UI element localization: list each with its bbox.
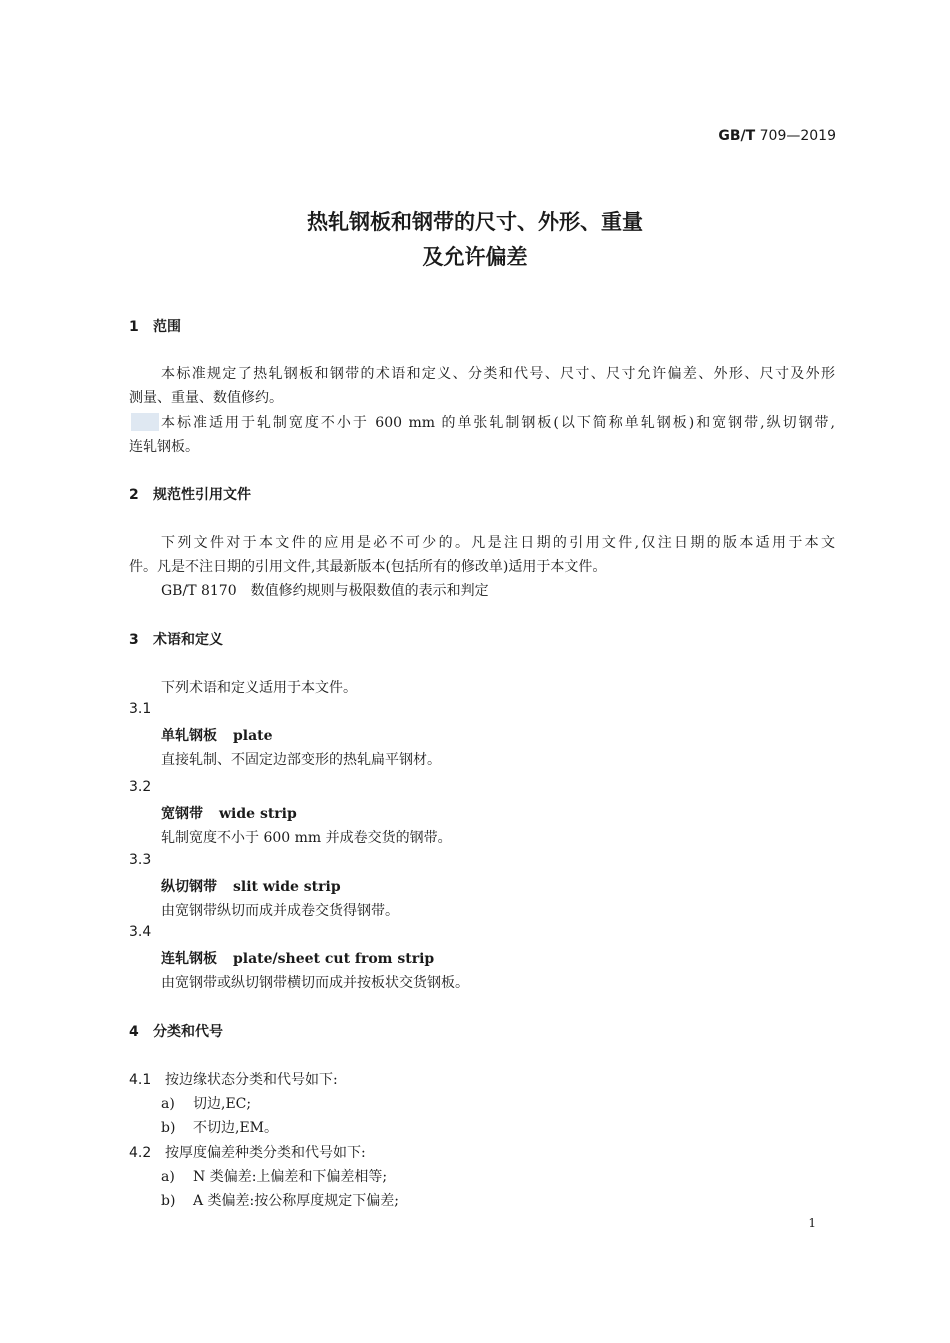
list-text: N 类偏差:上偏差和下偏差相等; — [193, 1169, 388, 1185]
section-1-para-2-line-1: 本标准适用于轧制宽度不小于 600 mm 的单张轧制钢板(以下简称单轧钢板)和宽钢带,纵切钢带, — [161, 415, 835, 431]
clause-text: 按边缘状态分类和代号如下: — [165, 1072, 338, 1088]
section-1-para-2-line-2: 连轧钢板。 — [129, 439, 199, 455]
document-title-line2: 及允许偏差 — [422, 245, 528, 269]
term-definition: 轧制宽度不小于 600 mm 并成卷交货的钢带。 — [161, 830, 452, 846]
section-title: 范围 — [153, 319, 181, 335]
list-text: 切边,EC; — [193, 1096, 252, 1112]
list-item — [161, 1093, 251, 1113]
list-text: 不切边,EM。 — [193, 1120, 279, 1136]
term-number: 3.1 — [129, 701, 152, 717]
normative-reference: GB/T 8170 数值修约规则与极限数值的表示和判定 — [161, 583, 489, 599]
list-label: a) — [161, 1169, 175, 1185]
list-item — [161, 1190, 399, 1210]
section-number: 3 — [129, 632, 139, 648]
section-2-para-line-2: 件。凡是不注日期的引用文件,其最新版本(包括所有的修改单)适用于本文件。 — [129, 559, 607, 575]
section-title: 术语和定义 — [153, 632, 223, 648]
term-en: slit wide strip — [233, 879, 341, 895]
section-number: 2 — [129, 487, 139, 503]
highlight-mark — [131, 413, 159, 431]
section-3-heading — [129, 629, 223, 649]
term-en: wide strip — [219, 806, 297, 822]
document-title-line1: 热轧钢板和钢带的尺寸、外形、重量 — [307, 210, 643, 234]
section-2-heading — [129, 484, 251, 504]
term-zh: 单轧钢板 — [161, 728, 217, 744]
section-number: 4 — [129, 1024, 139, 1040]
page-number: 1 — [808, 1216, 816, 1230]
section-1-para-1-line-1: 本标准规定了热轧钢板和钢带的术语和定义、分类和代号、尺寸、尺寸允许偏差、外形、尺寸及外形 — [161, 366, 835, 382]
term-definition: 由宽钢带或纵切钢带横切而成并按板状交货钢板。 — [161, 975, 469, 991]
term-en: plate/sheet cut from strip — [233, 951, 435, 967]
term-zh: 连轧钢板 — [161, 951, 217, 967]
term-zh: 纵切钢带 — [161, 879, 217, 895]
term-title — [161, 803, 297, 823]
term-title — [161, 876, 341, 896]
term-definition: 直接轧制、不固定边部变形的热轧扁平钢材。 — [161, 752, 441, 768]
list-text: A 类偏差:按公称厚度规定下偏差; — [193, 1193, 399, 1209]
section-4-heading — [129, 1021, 223, 1041]
list-item — [161, 1166, 387, 1186]
standard-code: 709—2019 — [759, 128, 836, 144]
section-1-para-1-line-2: 测量、重量、数值修约。 — [129, 390, 283, 406]
clause-text: 按厚度偏差种类分类和代号如下: — [165, 1145, 366, 1161]
section-1-heading — [129, 316, 181, 336]
list-item — [161, 1117, 278, 1137]
term-definition: 由宽钢带纵切而成并成卷交货得钢带。 — [161, 903, 399, 919]
list-label: b) — [161, 1193, 176, 1209]
section-2-para-line-1: 下列文件对于本文件的应用是必不可少的。凡是注日期的引用文件,仅注日期的版本适用于本文 — [161, 535, 835, 551]
term-number: 3.2 — [129, 779, 152, 795]
section-3-intro: 下列术语和定义适用于本文件。 — [161, 680, 357, 696]
standard-prefix: GB/T — [718, 128, 756, 144]
section-title: 规范性引用文件 — [153, 487, 251, 503]
term-en: plate — [233, 728, 273, 744]
clause-4-1 — [129, 1069, 338, 1089]
standard-number — [718, 128, 836, 144]
term-number: 3.4 — [129, 924, 152, 940]
term-number: 3.3 — [129, 852, 152, 868]
section-number: 1 — [129, 319, 139, 335]
list-label: a) — [161, 1096, 175, 1112]
list-label: b) — [161, 1120, 176, 1136]
clause-4-2 — [129, 1142, 366, 1162]
section-title: 分类和代号 — [153, 1024, 223, 1040]
term-title — [161, 725, 273, 745]
term-title — [161, 948, 434, 968]
term-zh: 宽钢带 — [161, 806, 203, 822]
clause-number: 4.1 — [129, 1072, 152, 1088]
clause-number: 4.2 — [129, 1145, 152, 1161]
